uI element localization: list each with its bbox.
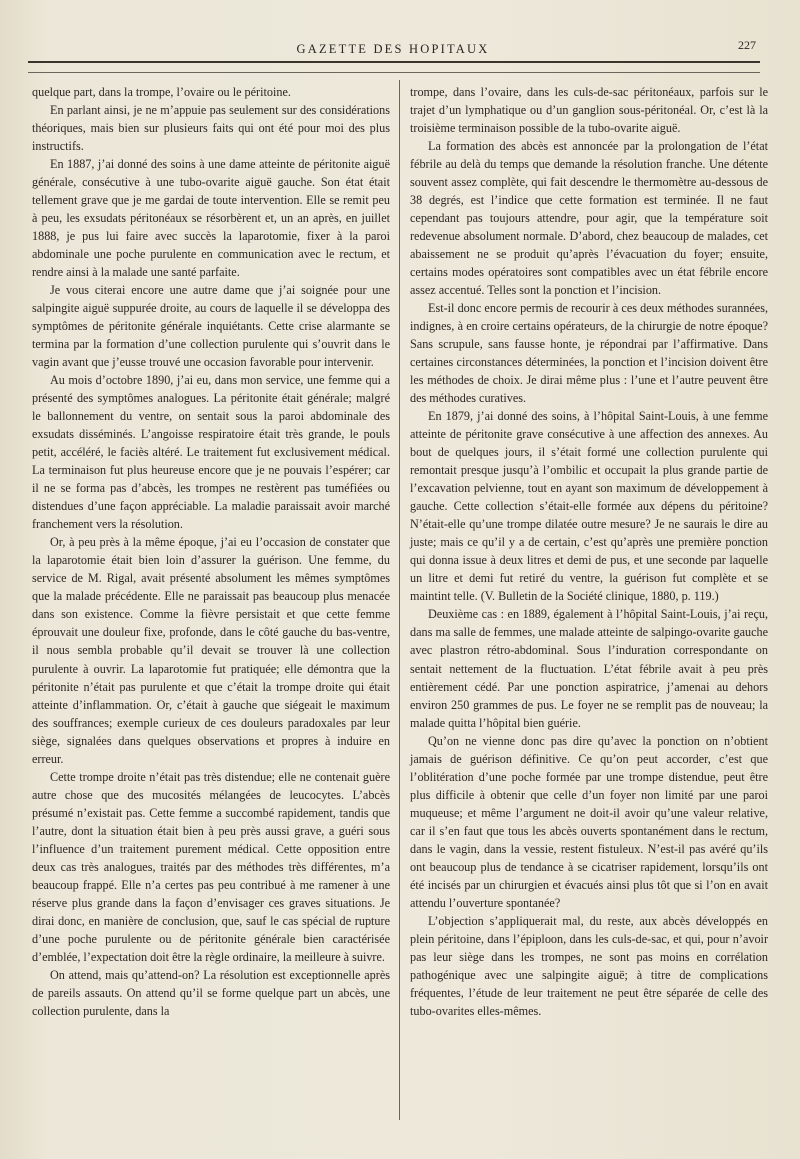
paragraph: Deuxième cas : en 1889, également à l’hôpital Saint-Louis, j’ai reçu, dans ma salle de femmes, une malade atteinte de salpingo-ovarite gauche avec plastron rétro-abdominal. Sous l’induration correspondante on sentait nettement de la fluctuation. L’état fébrile avait à peu près entièrement cédé. Par une ponction aspiratrice, j’amenai au dehors environ 250 grammes de pus. Le foyer ne se remplit pas de nouveau; la malade quitta l’hôpital bien guérie. <box>410 607 768 730</box>
running-header <box>28 38 758 60</box>
paragraph: Au mois d’octobre 1890, j’ai eu, dans mon service, une femme qui a présenté des symptômes analogues. La péritonite était générale; malgré le ballonnement du ventre, on sentait sous la paroi abdominale des exsudats disséminés. L’angoisse respiratoire était très grande, le pouls petit, accéléré, le faciès altéré. Le traitement fut exclusivement médical. La terminaison fut plus heureuse encore que je ne pouvais l’espérer; car il ne se forma pas d’abcès, les trompes ne restèrent pas tuméfiées ou distendues d’une façon appréciable. La maladie paraissait avoir marché franchement vers la résolution. <box>32 373 390 532</box>
paragraph: trompe, dans l’ovaire, dans les culs-de-sac péritonéaux, parfois sur le trajet d’un lymphatique ou d’un ganglion sous-péritonéal. Or, c’est là la troisième terminaison possible de la tubo-ovarite aiguë. <box>410 85 768 136</box>
journal-title: GAZETTE DES HOPITAUX <box>296 42 490 56</box>
paragraph: Je vous citerai encore une autre dame que j’ai soignée pour une salpingite aiguë suppurée droite, au cours de laquelle il se développa des symptômes de péritonite générale inquiétants. Cette crise alarmante se termina par la formation d’une collection purulente qui s’ouvrit dans le vagin avant que j’eusse trouvé une occasion favorable pour intervenir. <box>32 283 390 370</box>
paragraph: quelque part, dans la trompe, l’ovaire ou le péritoine. <box>32 85 291 99</box>
paragraph: Est-il donc encore permis de recourir à ces deux méthodes surannées, indignes, à en croire certains opérateurs, de la chirurgie de notre époque? Sans scrupule, sans fausse honte, je répondrai par l’affirmative. Dans certaines circonstances déterminées, la ponction et l’incision doivent être les méthodes de choix. Je dirai même plus : l’une et l’autre peuvent être des méthodes curatives. <box>410 301 768 406</box>
page-number: 227 <box>738 38 756 52</box>
paragraph: En 1887, j’ai donné des soins à une dame atteinte de péritonite aiguë générale, consécutive à une tubo-ovarite aiguë gauche. Son état était tellement grave que je me gardai de toute intervention. Elle se remit peu à peu, les exsudats péritonéaux se résorbèrent et, un an après, en juillet 1888, je pus lui faire avec succès la laparotomie, fixer à la paroi abdominale une poche purulente en communication avec le rectum, et rendre ainsi à la malade une santé parfaite. <box>32 157 390 280</box>
paragraph: On attend, mais qu’attend-on? La résolution est exceptionnelle après de pareils assauts. On attend qu’il se forme quelque part un abcès, une collection purulente, dans la <box>32 967 390 1018</box>
header-rule-thin <box>28 72 760 73</box>
paragraph: En parlant ainsi, je ne m’appuie pas seulement sur des considérations théoriques, mais bien sur plusieurs faits qui ont été pour moi des plus instructifs. <box>32 103 390 154</box>
paragraph: La formation des abcès est annoncée par la prolongation de l’état fébrile au delà du temps que demande la résolution franche. Une détente souvent assez complète, qui fait descendre le thermomètre au-dessous de 38 degrés, est l’indice que cette formation est terminée. Il ne faut cependant pas toujours attendre, pour agir, que la température soit redevenue absolument normale. D’abord, chez beaucoup de malades, cet abaissement ne se produit qu’après l’évacuation du foyer; ensuite, certains modes opératoires sont compatibles avec un état fébrile encore assez accentué. Telles sont la ponction et l’incision. <box>410 139 768 298</box>
column-divider <box>399 80 400 1120</box>
right-column <box>410 83 768 1020</box>
paragraph: En 1879, j’ai donné des soins, à l’hôpital Saint-Louis, à une femme atteinte de péritonite grave consécutive à une affection des annexes. Au bout de quelques jours, il s’était formé une collection purulente qui remontait presque jusqu’à l’ombilic et occupait la plus grande partie de l’excavation pelvienne, tout en ayant son maximum de développement à gauche. Cette collection s’était-elle formée aux dépens du péritoine? N’était-elle qu’une trompe dilatée outre mesure? Je ne saurais le dire au juste; mais ce qu’il y a de certain, c’est qu’après une première ponction qui donna issue à deux litres et demi de pus, et une seconde par laquelle un litre et demi fut retiré du ventre, la guérison fut complète et se maintint telle. (V. Bulletin de la Société clinique, 1880, p. 119.) <box>410 409 768 604</box>
paragraph: Or, à peu près à la même époque, j’ai eu l’occasion de constater que la laparotomie était bien loin d’assurer la guérison. Une femme, du service de M. Rigal, avait présenté absolument les mêmes symptômes que la malade précédente. Elle ne paraissait pas beaucoup plus menacée dans son existence. Comme la fièvre persistait et que cette femme éprouvait une douleur fixe, profonde, dans le côté gauche du bas-ventre, il nous sembla probable qu’il devait se trouver là une collection purulente à ouvrir. La laparotomie fut pratiquée; elle démontra que la péritonite n’était pas purulente et que c’était la trompe droite qui était atteinte d’inflammation. Or, c’était à gauche que siégeait le maximum des souffrances; exemple curieux de ces douleurs paradoxales par leur siège, signalées dans quelques observations et propres à induire en erreur. <box>32 535 390 766</box>
paragraph: L’objection s’appliquerait mal, du reste, aux abcès développés en plein péritoine, dans l’épiploon, dans les culs-de-sac, et qui, pour n’avoir pas leur siège dans les trompes, ne sont pas moins en corrélation pathogénique avec une salpingite aiguë; à titre de complications fréquentes, l’étude de leur traitement ne peut être séparée de celle des tubo-ovarites elles-mêmes. <box>410 913 768 1018</box>
left-column <box>32 83 390 1020</box>
paragraph: Cette trompe droite n’était pas très distendue; elle ne contenait guère autre chose que des mucosités mélangées de leucocytes. L’abcès présumé n’existait pas. Cette femme a succombé rapidement, tandis que l’autre, dont la situation était bien à peu près aussi grave, a guéri sous l’influence d’un traitement purement médical. Cette opposition entre deux cas très analogues, traités par des méthodes très différentes, m’a beaucoup frappé. Elle n’a certes pas peu contribué à me ramener à une réserve plus grande dans la façon d’envisager ces graves situations. Je dirai donc, en manière de conclusion, que, sauf le cas spécial de rupture d’une poche purulente ou de péritonite générale bien caractérisée d’emblée, l’expectation doit être la règle ordinaire, la meilleure à suivre. <box>32 769 390 964</box>
header-rule <box>28 61 760 63</box>
paragraph: Qu’on ne vienne donc pas dire qu’avec la ponction on n’obtient jamais de guérison définitive. Ce qu’on peut accorder, c’est que l’oblitération d’une poche formée par une trompe distendue, peut être plus difficile à obtenir que celle d’un foyer non limité par une paroi muqueuse; et même l’argument ne doit-il avoir qu’une valeur relative, car il s’en faut que tous les abcès ouverts spontanément dans le rectum, dans le vagin, dans la vessie, restent fistuleux. N’est-il pas avéré qu’ils ont beaucoup plus de tendance à se cicatriser rapidement, lorsqu’ils ont été incisés par un chirurgien et évacués ainsi plus tôt que si l’on en avait attendu l’ouverture spontanée? <box>410 733 768 910</box>
